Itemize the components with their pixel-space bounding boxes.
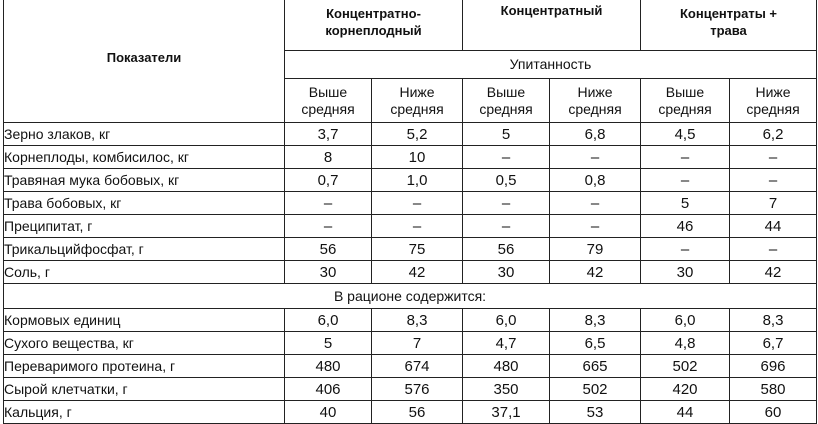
table-cell: – [730, 169, 817, 192]
table-cell: 56 [285, 238, 372, 261]
table-cell: 8,3 [550, 309, 641, 332]
table-cell: 4,8 [641, 332, 730, 355]
table-cell: 5,2 [372, 123, 463, 146]
table-cell: 502 [641, 355, 730, 378]
row-label: Трава бобовых, кг [4, 192, 285, 215]
table-cell: – [641, 238, 730, 261]
table-row [4, 261, 817, 284]
table-cell: 6,5 [550, 332, 641, 355]
level-header [372, 79, 463, 123]
table-cell: 37,1 [463, 401, 550, 424]
table-cell: 42 [730, 261, 817, 284]
table-cell: 44 [641, 401, 730, 424]
table-cell: 6,0 [285, 309, 372, 332]
section-row [4, 284, 817, 309]
indicator-header: Показатели [4, 0, 285, 123]
table-cell: 4,7 [463, 332, 550, 355]
table-cell: – [285, 215, 372, 238]
table-row [4, 215, 817, 238]
table-cell: 480 [463, 355, 550, 378]
table-cell: 8 [285, 146, 372, 169]
table-cell: 0,8 [550, 169, 641, 192]
table-cell: 502 [550, 378, 641, 401]
table-cell: 44 [730, 215, 817, 238]
table-cell: 40 [285, 401, 372, 424]
table-cell: 8,3 [730, 309, 817, 332]
table-cell: – [550, 146, 641, 169]
row-label: Травяная мука бобовых, кг [4, 169, 285, 192]
level-header [463, 79, 550, 123]
level-line: Выше [308, 83, 348, 100]
table-cell: – [641, 169, 730, 192]
table-cell: – [463, 192, 550, 215]
table-row [4, 401, 817, 424]
table-cell: 53 [550, 401, 641, 424]
table-row [4, 378, 817, 401]
table-cell: – [372, 215, 463, 238]
table-cell: 6,0 [463, 309, 550, 332]
table-cell: 696 [730, 355, 817, 378]
table-cell: 46 [641, 215, 730, 238]
table-cell: 60 [730, 401, 817, 424]
table-row [4, 123, 817, 146]
table-cell: 30 [285, 261, 372, 284]
table-cell: 42 [372, 261, 463, 284]
level-line: средняя [658, 100, 712, 117]
level-line: Ниже [577, 83, 613, 100]
table-cell: – [550, 192, 641, 215]
table-cell: 420 [641, 378, 730, 401]
table-cell: – [641, 146, 730, 169]
table-cell: 10 [372, 146, 463, 169]
table-cell: 79 [550, 238, 641, 261]
section-label: В рационе содержится: [4, 284, 817, 309]
table-cell: 5 [641, 192, 730, 215]
table-row [4, 332, 817, 355]
row-label: Преципитат, г [4, 215, 285, 238]
row-label: Кормовых единиц [4, 309, 285, 332]
row-label: Корнеплоды, комбисилос, кг [4, 146, 285, 169]
level-line: средняя [390, 100, 444, 117]
table-cell: 406 [285, 378, 372, 401]
level-line: Ниже [755, 83, 791, 100]
table-cell: 30 [463, 261, 550, 284]
level-header [285, 79, 372, 123]
table-cell: – [463, 215, 550, 238]
table-cell: 480 [285, 355, 372, 378]
table-cell: 4,5 [641, 123, 730, 146]
level-header [550, 79, 641, 123]
header-group-row [4, 0, 817, 51]
row-label: Сырой клетчатки, г [4, 378, 285, 401]
table-cell: – [550, 215, 641, 238]
table-cell: 8,3 [372, 309, 463, 332]
feed-ration-table [3, 0, 817, 424]
level-line: средняя [568, 100, 622, 117]
table-cell: 6,8 [550, 123, 641, 146]
group-header-concentrate-root [285, 0, 463, 51]
table-cell: 6,2 [730, 123, 817, 146]
table-cell: 7 [372, 332, 463, 355]
table-cell: 56 [372, 401, 463, 424]
table-cell: 6,0 [641, 309, 730, 332]
table-row [4, 238, 817, 261]
table-cell: 5 [285, 332, 372, 355]
table-cell: 580 [730, 378, 817, 401]
level-line: средняя [301, 100, 355, 117]
group-header-concentrate-grass [641, 0, 817, 51]
row-label: Переваримого протеина, г [4, 355, 285, 378]
table-row [4, 355, 817, 378]
level-line: Ниже [399, 83, 435, 100]
table-cell: 75 [372, 238, 463, 261]
table-cell: 56 [463, 238, 550, 261]
table-cell: 42 [550, 261, 641, 284]
table-row [4, 192, 817, 215]
row-label: Кальция, г [4, 401, 285, 424]
table-row [4, 169, 817, 192]
group-header-line: Концентраты + [679, 5, 777, 21]
row-label: Сухого вещества, кг [4, 332, 285, 355]
row-label: Зерно злаков, кг [4, 123, 285, 146]
row-label: Соль, г [4, 261, 285, 284]
group-header-line: Концентратный [500, 3, 603, 18]
level-line: Выше [665, 83, 705, 100]
table-cell: – [730, 146, 817, 169]
level-header [730, 79, 817, 123]
table-cell: – [372, 192, 463, 215]
table-cell: 576 [372, 378, 463, 401]
table-cell: 6,7 [730, 332, 817, 355]
table-cell: 665 [550, 355, 641, 378]
row-label: Трикальцийфосфат, г [4, 238, 285, 261]
table-cell: 350 [463, 378, 550, 401]
level-line: средняя [479, 100, 533, 117]
level-line: средняя [746, 100, 800, 117]
table-row [4, 309, 817, 332]
group-header-line: Концентратно- [326, 5, 421, 21]
group-header-line: корнеплодный [325, 22, 422, 38]
table-cell: – [730, 238, 817, 261]
table-cell: 3,7 [285, 123, 372, 146]
table-cell: 5 [463, 123, 550, 146]
table-cell: – [285, 192, 372, 215]
level-header [641, 79, 730, 123]
group-header-concentrate [463, 0, 641, 51]
table-cell: 674 [372, 355, 463, 378]
table-row [4, 146, 817, 169]
table-cell: – [463, 146, 550, 169]
level-line: Выше [486, 83, 526, 100]
group-header-line: трава [710, 22, 747, 38]
table-cell: 0,5 [463, 169, 550, 192]
condition-subheader: Упитанность [285, 51, 817, 79]
table-cell: 7 [730, 192, 817, 215]
table-cell: 0,7 [285, 169, 372, 192]
table-cell: 30 [641, 261, 730, 284]
table-cell: 1,0 [372, 169, 463, 192]
